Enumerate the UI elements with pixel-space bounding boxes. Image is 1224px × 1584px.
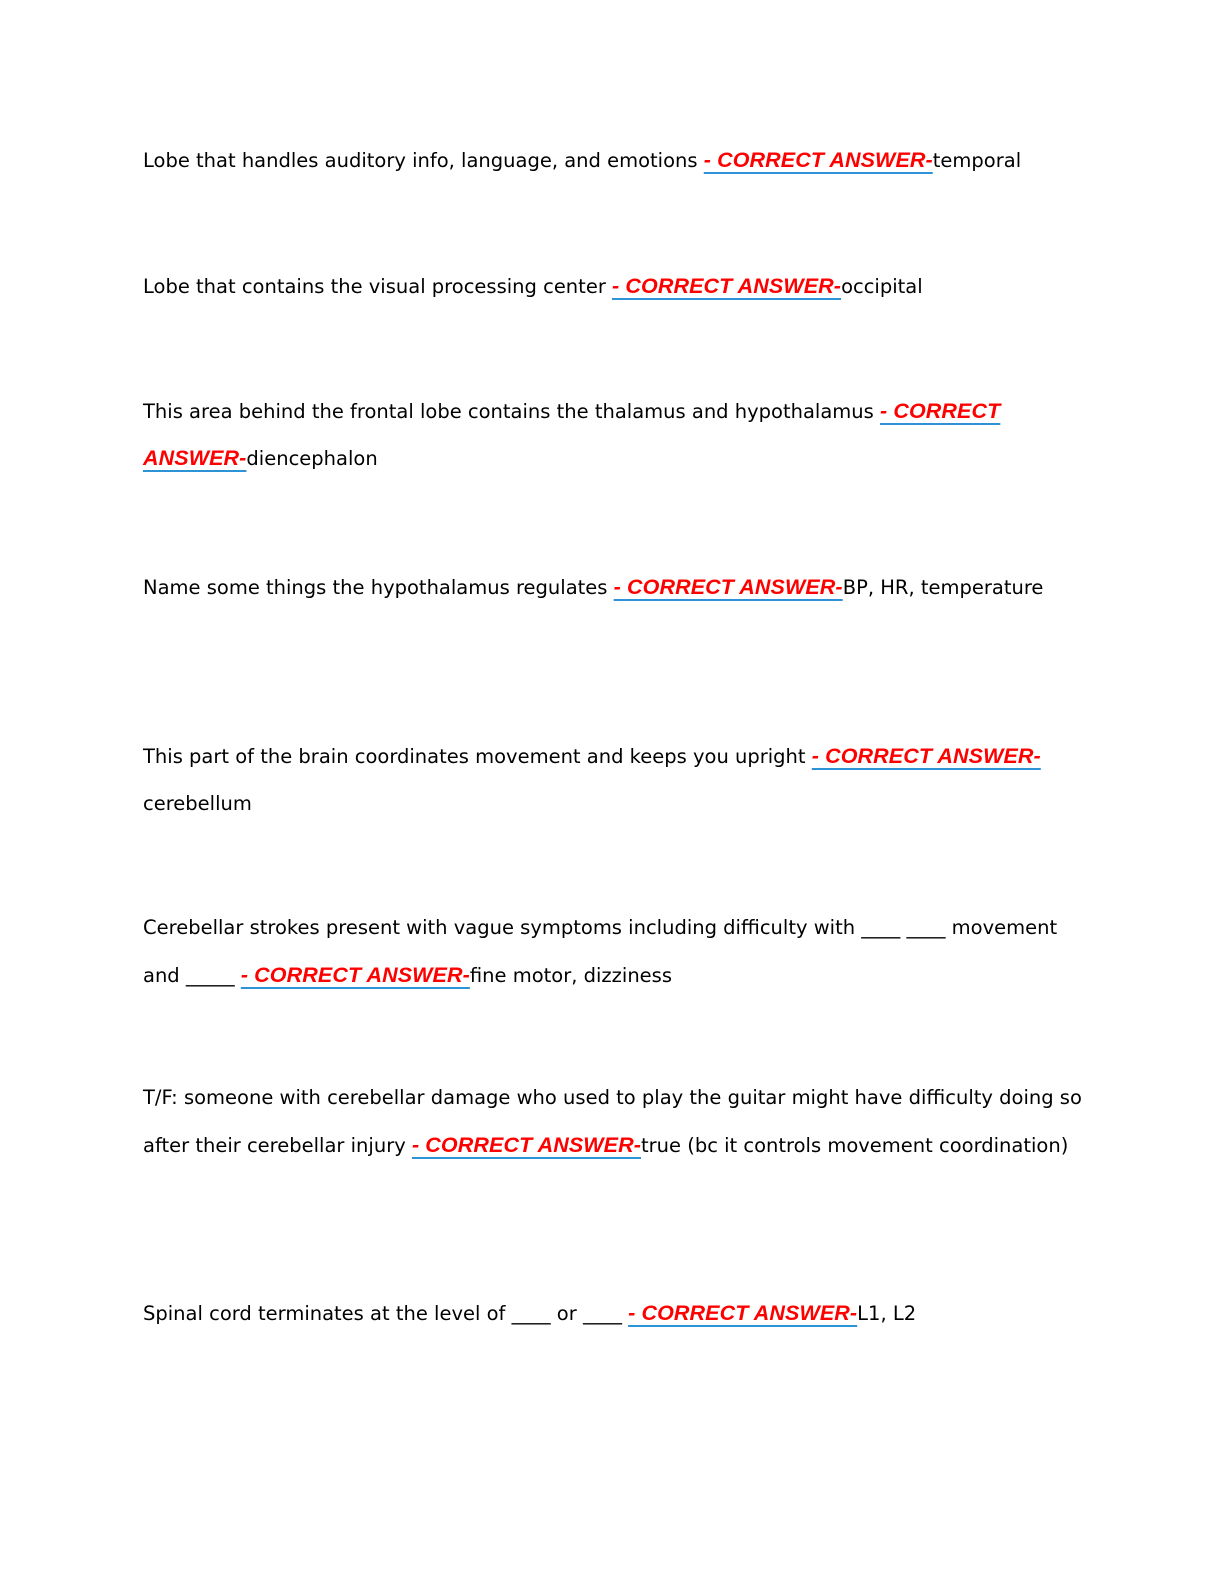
- correct-answer-tag: - CORRECT ANSWER-: [240, 962, 470, 987]
- qa-item: [143, 564, 1083, 611]
- answer-text: L1, L2: [857, 1302, 917, 1325]
- answer-text: cerebellum: [143, 792, 252, 815]
- question-text: Lobe that handles auditory info, language, and emotions: [143, 149, 704, 172]
- answer-text: diencephalon: [246, 447, 378, 470]
- qa-item: [143, 905, 1083, 999]
- correct-answer-tag: - CORRECT ANSWER-: [613, 575, 843, 599]
- answer-text: fine motor, dizziness: [469, 963, 672, 987]
- answer-text: occipital: [841, 275, 923, 298]
- question-text: Cerebellar strokes present with vague symptoms including difficulty with ____ ____ movement and _____: [143, 916, 1058, 987]
- answer-text: true (bc it controls movement coordination): [641, 1133, 1069, 1157]
- question-text: This area behind the frontal lobe contains the thalamus and hypothalamus: [143, 400, 880, 423]
- question-text: T/F: someone with cerebellar damage who used to play the guitar might have difficulty doing so after their cerebellar injury: [143, 1086, 1082, 1157]
- question-text: Spinal cord terminates at the level of ____ or ____: [143, 1302, 629, 1325]
- qa-item: [143, 1290, 1083, 1337]
- question-text: Name some things the hypothalamus regulates: [143, 576, 614, 599]
- question-text: This part of the brain coordinates movement and keeps you upright: [143, 745, 812, 768]
- answer-text: BP, HR, temperature: [842, 576, 1044, 599]
- correct-answer-tag: - CORRECT ANSWER-: [411, 1132, 641, 1157]
- correct-answer-tag: - CORRECT ANSWER-: [143, 399, 1001, 470]
- correct-answer-tag: - CORRECT ANSWER-: [703, 148, 933, 172]
- correct-answer-tag: - CORRECT ANSWER-: [811, 744, 1041, 768]
- question-text: Lobe that contains the visual processing center: [143, 275, 613, 298]
- answer-text: temporal: [932, 149, 1022, 172]
- qa-item: [143, 733, 1083, 827]
- qa-item: [143, 388, 1083, 482]
- correct-answer-tag: - CORRECT ANSWER-: [612, 274, 842, 298]
- correct-answer-tag: - CORRECT ANSWER-: [628, 1301, 858, 1325]
- qa-item: [143, 137, 1083, 184]
- qa-item: [143, 1075, 1083, 1169]
- qa-item: [143, 263, 1083, 310]
